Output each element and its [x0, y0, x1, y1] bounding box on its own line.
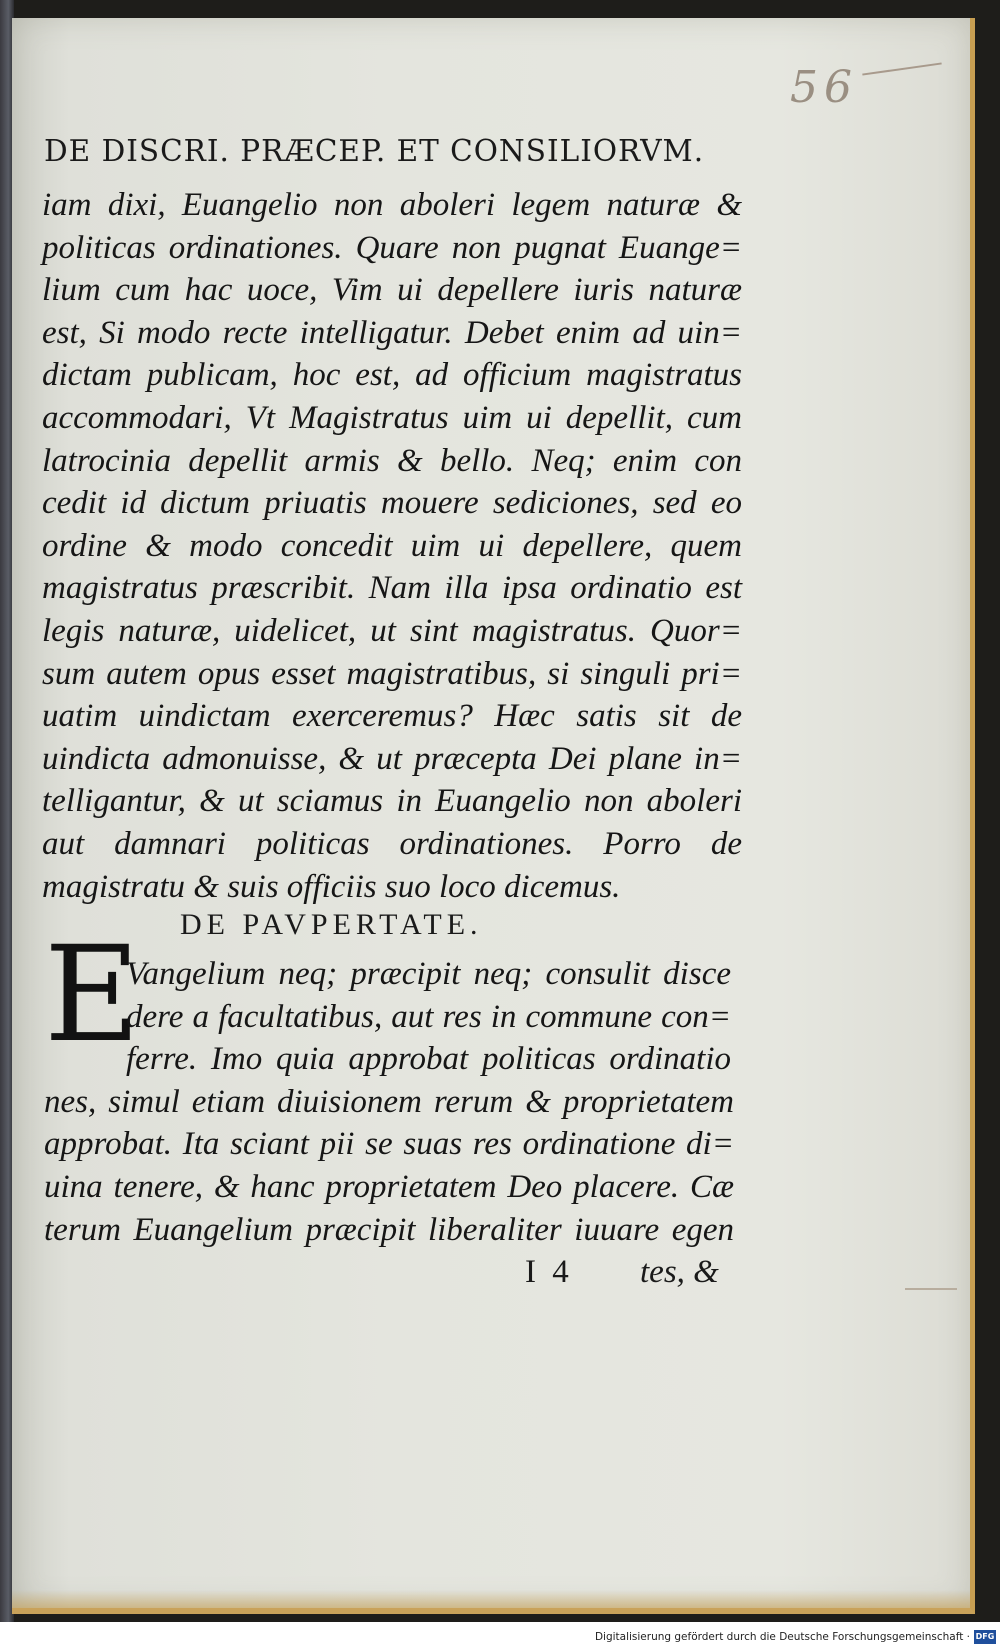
funding-credit: Digitalisierung gefördert durch die Deutsche Forschungsgemeinschaft ·	[594, 1631, 970, 1643]
drop-cap-initial: E	[44, 918, 141, 1072]
paragraph-vindicta	[42, 184, 742, 908]
text-line: aut damnari politicas ordinationes. Porro de	[42, 825, 742, 862]
catchword: tes, &	[640, 1254, 719, 1290]
text-line: latrocinia depellit armis & bello. Neq; enim con	[42, 442, 742, 479]
text-line: ferre. Imo quia approbat politicas ordinatio	[126, 1041, 731, 1078]
signature-mark: I 4	[525, 1254, 573, 1290]
text-line: iam dixi, Euangelio non aboleri legem naturæ &	[42, 187, 742, 223]
text-line: accommodari, Vt Magistratus uim ui depellit, cum	[42, 399, 742, 436]
text-line: dictam publicam, hoc est, ad officium magistratus	[42, 357, 742, 394]
section-heading: DE PAVPERTATE.	[180, 908, 483, 941]
text-line: ordine & modo concedit uim ui depellere, quem	[42, 527, 742, 564]
folio-number: 56	[790, 62, 858, 113]
text-line: telligantur, & ut sciamus in Euangelio non aboleri	[42, 783, 742, 820]
text-line: nes, simul etiam diuisionem rerum & proprietatem	[44, 1083, 734, 1120]
text-line: terum Euangelium præcipit liberaliter iuuare egen	[44, 1211, 734, 1248]
text-line: politicas ordinationes. Quare non pugnat Euange=	[42, 229, 742, 266]
text-line: legis naturæ, uidelicet, ut sint magistratus. Quor=	[42, 612, 742, 649]
margin-pencil-mark	[905, 1288, 957, 1290]
text-line: uindicta admonuisse, & ut præcepta Dei plane in=	[42, 740, 742, 777]
text-line: cedit id dictum priuatis mouere sediciones, sed eo	[42, 485, 742, 522]
text-line: sum autem opus esset magistratibus, si singuli pri=	[42, 655, 742, 692]
text-line: magistratu & suis officiis suo loco dicemus.	[42, 868, 621, 905]
text-line: magistratus præscribit. Nam illa ipsa ordinatio est	[42, 570, 742, 607]
text-line: est, Si modo recte intelligatur. Debet enim ad uin=	[42, 314, 742, 351]
text-line: uatim uindictam exerceremus? Hæc satis sit de	[42, 698, 742, 735]
folio-pencil-stroke	[862, 62, 941, 75]
text-line: Vangelium neq; præcipit neq; consulit disce	[126, 956, 731, 992]
footer-bar	[0, 1622, 1000, 1648]
text-line: dere a facultatibus, aut res in commune con=	[126, 998, 731, 1035]
text-line: uina tenere, & hanc proprietatem Deo placere. Cæ	[44, 1168, 734, 1205]
paragraph-paupertate	[44, 953, 734, 1251]
running-head: DE DISCRI. PRÆCEP. ET CONSILIORVM.	[44, 134, 705, 168]
text-line: approbat. Ita sciant pii se suas res ordinatione di=	[44, 1126, 734, 1163]
text-line: lium cum hac uoce, Vim ui depellere iuris naturæ	[42, 272, 742, 309]
dfg-logo: DFG	[974, 1630, 996, 1644]
